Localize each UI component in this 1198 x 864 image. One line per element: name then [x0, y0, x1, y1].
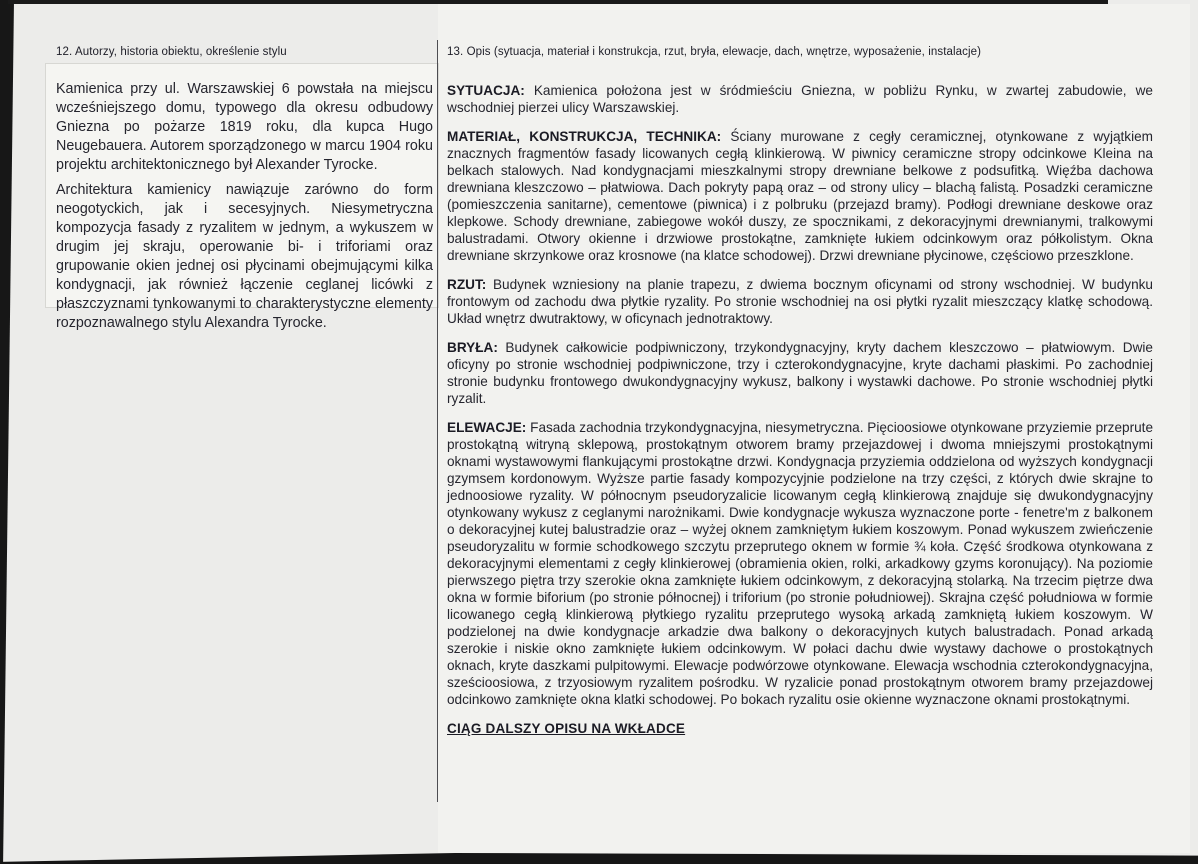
- massing-label: BRYŁA:: [447, 340, 498, 355]
- history-paragraph-1: Kamienica przy ul. Warszawskiej 6 powstała na miejscu wcześniejszego domu, typowego dla okresu odbudowy Gniezna po pożarze 1819 roku, dla kupca Hugo Neugebauera. Autorem sporządzonego w marcu 1904 roku projektu architektonicznego był Alexander Tyrocke.: [56, 81, 433, 173]
- continuation-note: CIĄG DALSZY OPISU NA WKŁADCE: [447, 721, 686, 736]
- description-plan: [447, 276, 1153, 327]
- scan-edge-bottom: [0, 852, 1198, 864]
- material-text: Ściany murowane z cegły ceramicznej, otynkowane z wyjątkiem znacznych fragmentów fasady licowanych cegłą klinkierową. W piwnicy ceramiczne stropy odcinkowe Kleina na belkach stalowych. Nad kondygnacjami mieszkalnymi stropy drewniane belkowe z podsufitką. Więźba dachowa drewniana kleszczowo – płatwiowa. Dach pokryty papą oraz – od strony ulicy – blachą falistą. Posadzki ceramiczne (pomieszczenia sanitarne), cementowe (piwnica) i z polbruku (przejazd bramy). Podłogi drewniane deskowe oraz klepkowe. Schody drewniane, zabiegowe wokół duszy, ze spocznikami, z dekoracyjnymi drewnianymi, tralkowymi balustradami. Otwory okienne i drzwiowe prostokątne, zamknięte łukiem odcinkowym oraz półkolistym. Okna drewniane skrzynkowe oraz krosnowe (na klatce schodowej). Drzwi drewniane płycinowe, częściowo przeszklone.: [447, 129, 1154, 263]
- scan-edge-top: [8, 0, 1108, 4]
- section-13-description: [447, 46, 1153, 736]
- scan-edge-left: [0, 0, 14, 864]
- material-label: MATERIAŁ, KONSTRUKCJA, TECHNIKA:: [447, 129, 722, 144]
- history-paragraph-2: Architektura kamienicy nawiązuje zarówno do form neogotyckich, jak i secesyjnych. Niesymetryczna kompozycja fasady z ryzalitem w jednym, a wykuszem w drugim jej skraju, operowanie bi- i triforiami oraz grupowanie okien jednej osi płycinami obejmującymi kilka kondygnacji, jak również łączenie ceglanej licówki z płaszczyznami tynkowanymi to charakterystyczne elementy rozpoznawalnego stylu Alexandra Tyrocke.: [56, 182, 433, 331]
- situation-label: SYTUACJA:: [447, 83, 525, 98]
- massing-text: Budynek całkowicie podpiwniczony, trzykondygnacyjny, kryty dachem kleszczowo – płatwiowym. Dwie oficyny po stronie wschodniej podpiwniczone, trzy i czterokondygnacyjne, kryte dachami płaskimi. Po zachodniej stronie budynku frontowego dwukondygnacyjny wykusz, balkony i wystawki dachowe. Po stronie wschodniej płytki ryzalit.: [447, 340, 1153, 406]
- section-12-header: 12. Autorzy, historia obiektu, określenie stylu: [56, 46, 287, 58]
- section-12-authors-history: [56, 46, 433, 333]
- plan-text: Budynek wzniesiony na planie trapezu, z dwiema bocznym oficynami od strony wschodniej. W budynku frontowym od zachodu dwa płytkie ryzality. Po stronie wschodniej na osi płytki ryzalit mieszczący klatkę schodową. Układ wnętrz dwutraktowy, w oficynach jednotraktowy.: [447, 277, 1153, 326]
- plan-label: RZUT:: [447, 277, 487, 292]
- description-material-construction: [447, 128, 1153, 264]
- section-13-header: 13. Opis (sytuacja, materiał i konstrukcja, rzut, bryła, elewacje, dach, wnętrze, wyposażenie, instalacje): [447, 46, 982, 58]
- description-situation: [447, 82, 1153, 116]
- situation-text: Kamienica położona jest w śródmieściu Gniezna, w pobliżu Rynku, w zwartej zabudowie, we wschodniej pierzei ulicy Warszawskiej.: [447, 83, 1153, 115]
- elevations-text: Fasada zachodnia trzykondygnacyjna, niesymetryczna. Pięcioosiowe otynkowane przyziemie przeprute prostokątną witryną sklepową, prostokątnym otworem bramy przejazdowej i dwoma mniejszymi prostokątnymi oknami wystawowymi flankującymi prostokątne drzwi. Kondygnacja przyziemia oddzielona od wyższych kondygnacji gzymsem kordonowym. Wyższe partie fasady kompozycyjnie podzielone na trzy części, z których dwie skrajne to jednoosiowe ryzality. W północnym pseudoryzalicie licowanym cegłą klinkierową znajduje się dwukondygnacyjny otynkowany wykusz z ceglanymi narożnikami. Dwie kondygnacje wykusza wyznaczone porte - fenetre'm z balkonem o dekoracyjnej kutej balustradzie oraz – wyżej oknem zamkniętym łukiem koszowym. Ponad wykuszem zwieńczenie pseudoryzalitu w formie schodkowego szczytu przeprutego oknem w formie ¾ koła. Część środkowa otynkowana z dekoracyjnymi elementami z cegły klinkierowej (obramienia okien, rolki, arkadkowy gzyms koronujący). Na poziomie pierwszego piętra trzy szerokie okna zamknięte łukiem odcinkowym, z dekoracyjną stolarką. Na trzecim piętrze dwa okna w formie biforium (po stronie północnej) i triforium (po stronie południowej). Skrajna część południowa w formie licowanego cegłą klinkierową płytkiego ryzalitu przeprutego wysoką arkadą zamkniętą łukiem koszowym. W podzielonej na dwie kondygnacje arkadzie dwa balkony o dekoracyjnych kutych balustradach. Ponad arkadą szerokie i niskie okno zamknięte łukiem odcinkowym. W połaci dachu dwie wystawy dachowe o prostokątnych oknach, kryte daszkami pulpitowymi. Elewacje podwórzowe otynkowane. Elewacja wschodnia czterokondygnacyjna, sześcioosiowa, z trzyosiowym ryzalitem pośrodku. W ryzalicie ponad prostokątnym otworem bramy przejazdowej odcinkowo zamknięte okna klatki schodowej. Po bokach ryzalitu osie okienne wyznaczone oknami prostokątnymi.: [447, 420, 1154, 707]
- description-massing: [447, 339, 1153, 407]
- column-divider-line: [437, 40, 438, 802]
- description-elevations: [447, 419, 1153, 708]
- elevations-label: ELEWACJE:: [447, 420, 527, 435]
